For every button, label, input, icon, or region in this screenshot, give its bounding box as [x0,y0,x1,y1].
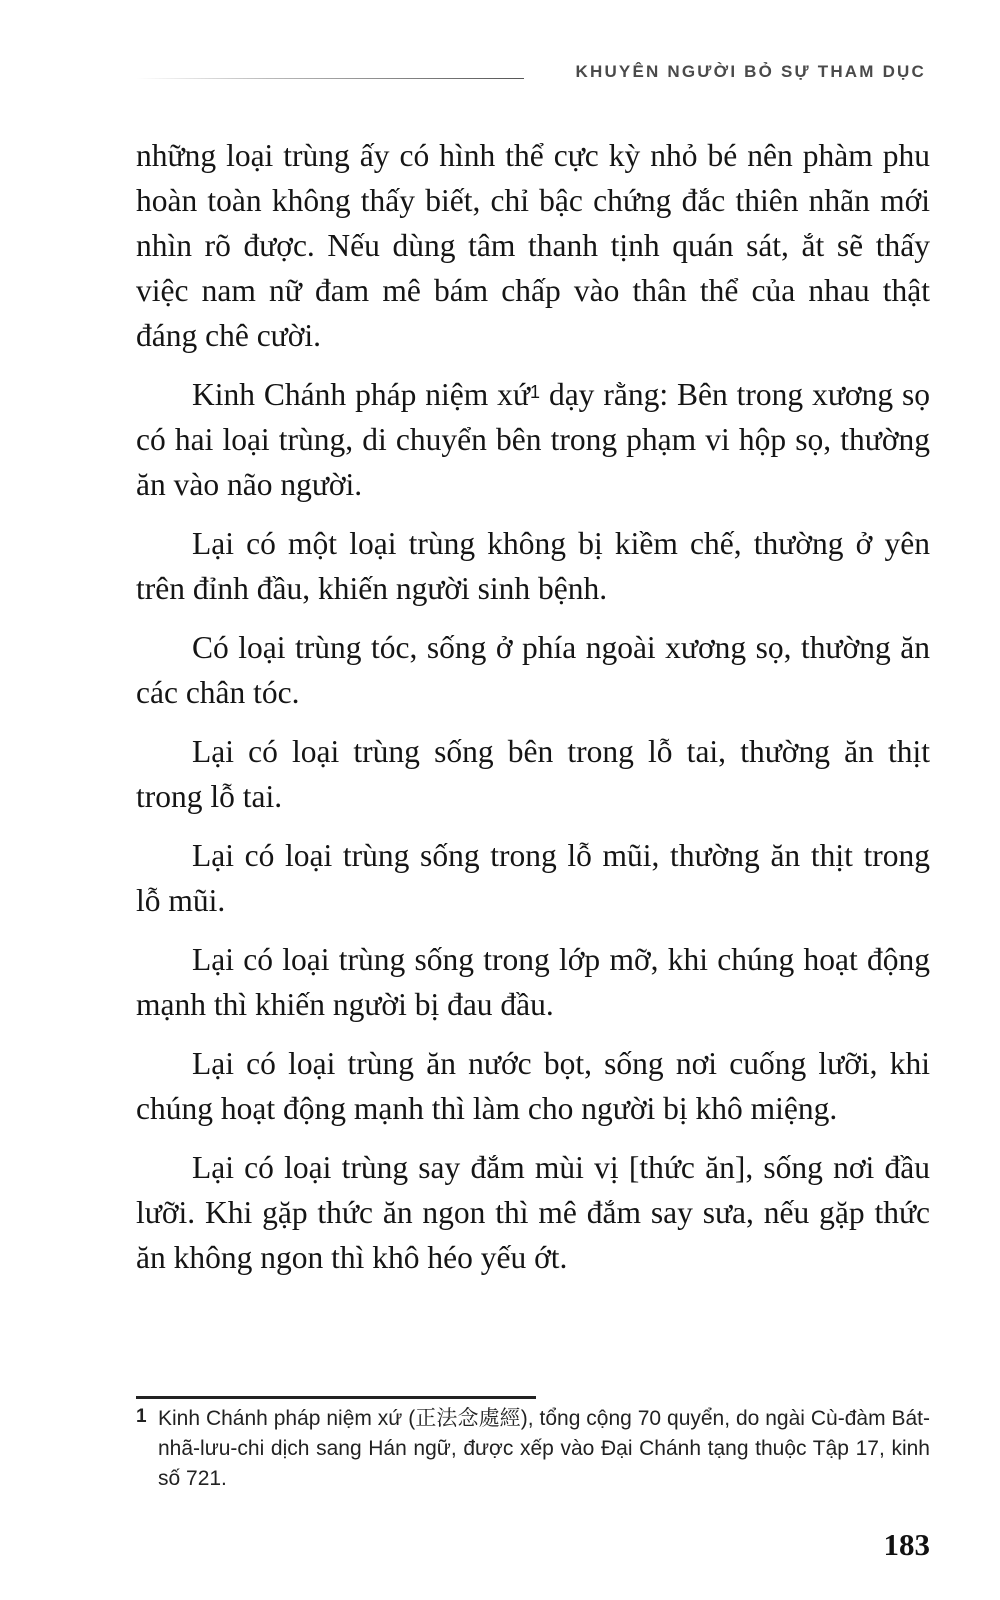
paragraph-6: Lại có loại trùng sống trong lỗ mũi, thường ăn thịt trong lỗ mũi. [136,838,930,918]
footnote [136,1404,930,1494]
paragraph-3: Lại có một loại trùng không bị kiềm chế, thường ở yên trên đỉnh đầu, khiến người sinh bệnh. [136,526,930,606]
paragraph-7: Lại có loại trùng sống trong lớp mỡ, khi chúng hoạt động mạnh thì khiến người bị đau đầu. [136,942,930,1022]
footnote-reference[interactable]: 1 [530,382,541,402]
running-header [136,62,926,92]
footnote-divider [136,1396,536,1399]
paragraph-2-text-end: dạy rằng: Bên trong xương sọ có hai loại trùng, di chuyển bên trong phạm vi hộp sọ, thường ăn vào não người. [136,377,931,502]
paragraph-4: Có loại trùng tóc, sống ở phía ngoài xương sọ, thường ăn các chân tóc. [136,630,930,710]
running-title: KHUYÊN NGƯỜI BỎ SỰ THAM DỤC [575,62,926,81]
footnote-marker: 1 [136,1406,147,1427]
main-text [136,133,930,1294]
paragraph-2-text-start: Kinh Chánh pháp niệm xứ [192,377,530,412]
paragraph-8: Lại có loại trùng ăn nước bọt, sống nơi cuống lưỡi, khi chúng hoạt động mạnh thì làm cho người bị khô miệng. [136,1046,930,1126]
paragraph-1: những loại trùng ấy có hình thể cực kỳ nhỏ bé nên phàm phu hoàn toàn không thấy biết, chỉ bậc chứng đắc thiên nhãn mới nhìn rõ được. Nếu dùng tâm thanh tịnh quán sát, ắt sẽ thấy việc nam nữ đam mê bám chấp vào thân thể của nhau thật đáng chê cười. [136,138,930,353]
header-rule [136,78,524,79]
paragraph-5: Lại có loại trùng sống bên trong lỗ tai, thường ăn thịt trong lỗ tai. [136,734,930,814]
paragraph-2 [136,372,930,507]
footnote-text: Kinh Chánh pháp niệm xứ (正法念處經), tổng cộng 70 quyển, do ngài Cù-đàm Bát-nhã-lưu-chi dịch sang Hán ngữ, được xếp vào Đại Chánh tạng thuộc Tập 17, kinh số 721. [158,1407,930,1490]
paragraph-9: Lại có loại trùng say đắm mùi vị [thức ăn], sống nơi đầu lưỡi. Khi gặp thức ăn ngon thì mê đắm say sưa, nếu gặp thức ăn không ngon thì khô héo yếu ớt. [136,1150,930,1275]
page-number: 183 [883,1527,930,1562]
